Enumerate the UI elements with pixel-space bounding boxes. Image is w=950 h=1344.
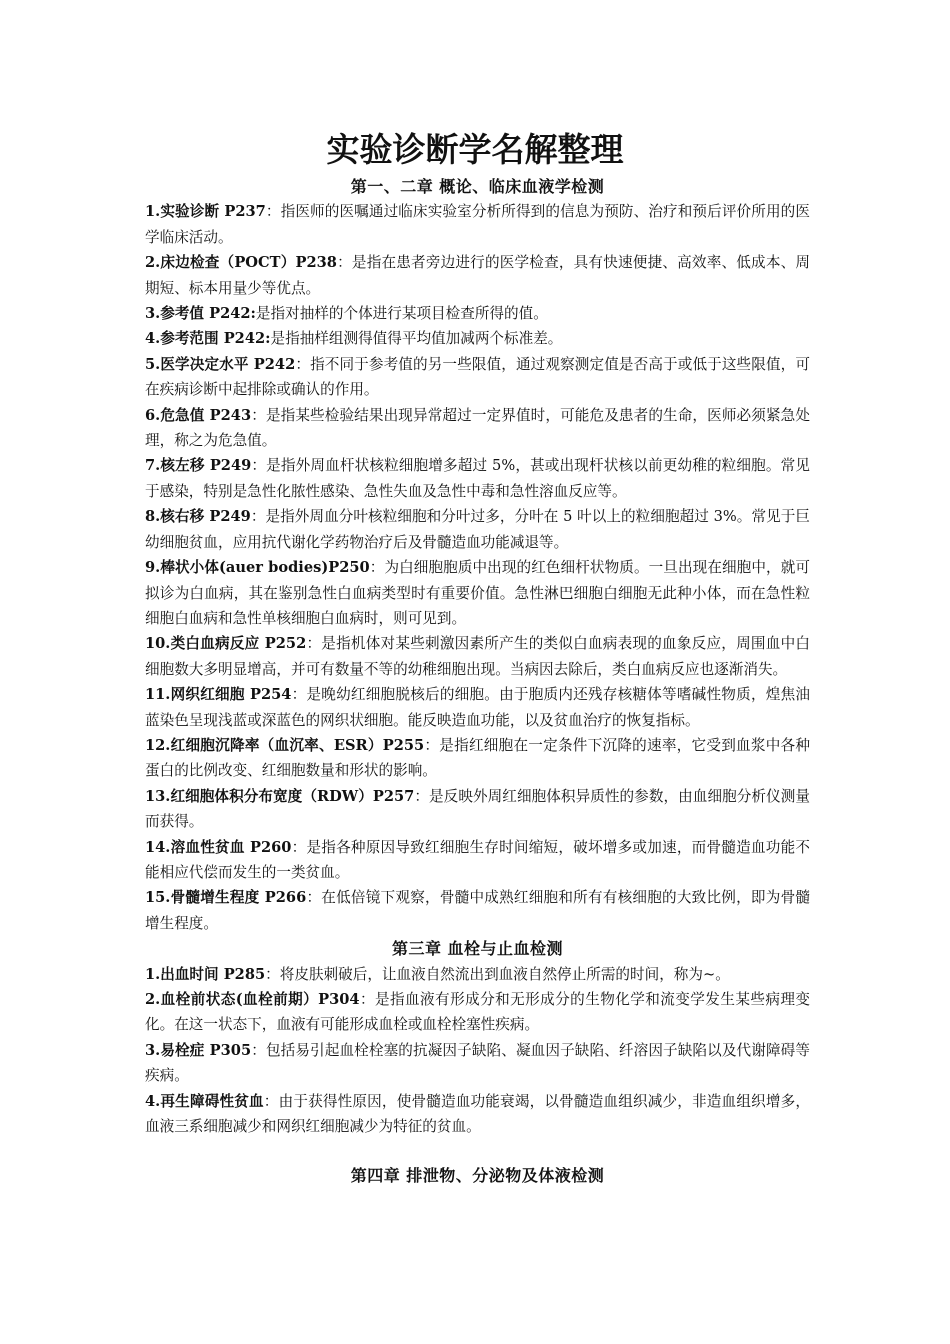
definition-entry (145, 987, 810, 1038)
entry-term: 15.骨髓增生程度 P266 (145, 889, 307, 907)
definition-entry (145, 885, 810, 936)
chapter-heading: 第四章 排泄物、分泌物及体液检测 (350, 1166, 605, 1186)
chapter-heading: 第三章 血栓与止血检测 (391, 939, 564, 959)
definition-entry (145, 1089, 810, 1140)
entry-term: 8.核右移 P249 (145, 508, 251, 526)
entry-term: 14.溶血性贫血 P260 (145, 838, 292, 856)
entry-term: 6.危急值 P243 (145, 406, 252, 424)
definition-entry (145, 403, 810, 454)
definition-entry (145, 326, 810, 351)
definition-entry (145, 784, 810, 835)
entry-definition: 是指各种原因导致红细胞生存时间缩短，破坏增多或加速，而骨髓造血功能不能相应代偿而发生的一类贫血。 (145, 838, 810, 881)
entry-term: 4.参考范围 P242: (145, 330, 271, 348)
entry-separator: ： (336, 254, 352, 272)
definition-entry (145, 555, 810, 631)
entry-separator: ： (265, 203, 281, 221)
entry-separator: ： (369, 559, 385, 577)
entry-definition: 是指外周血分叶核粒细胞和分叶过多，分叶在 5 叶以上的粒细胞超过 3%。常见于巨幼细胞贫血，应用抗代谢化学药物治疗后及骨髓造血功能减退等。 (145, 508, 810, 551)
entry-term: 5.医学决定水平 P242 (145, 355, 296, 373)
entry-separator: ： (251, 406, 266, 424)
entry-definition: 是指某些检验结果出现异常超过一定界值时，可能危及患者的生命，医师必须紧急处理，称之为危急值。 (145, 406, 810, 450)
entry-term: 10.类白血病反应 P252 (145, 635, 307, 653)
entry-separator: ： (424, 736, 440, 754)
entry-separator: ： (295, 355, 311, 373)
entry-definition: 是指机体对某些刺激因素所产生的类似白血病表现的血象反应，周围血中白细胞数大多明显增高，并可有数量不等的幼稚细胞出现。当病因去除后，类白血病反应也逐渐消失。 (145, 635, 810, 678)
entry-definition: 是指外周血杆状核粒细胞增多超过 5%，甚或出现杆状核以前更幼稚的粒细胞。常见于感染，特别是急性化脓性感染、急性失血及急性中毒和急性溶血反应等。 (145, 457, 810, 500)
entry-term: 7.核左移 P249 (145, 457, 252, 475)
entry-definition: 是指在患者旁边进行的医学检查，具有快速便捷、高效率、低成本、周期短、标本用量少等优点。 (145, 254, 810, 297)
entry-term: 4.再生障碍性贫血 (145, 1092, 264, 1110)
entry-definition: 由于获得性原因，使骨髓造血功能衰竭，以骨髓造血组织减少，非造血组织增多，血液三系细胞减少和网织红细胞减少为特征的贫血。 (145, 1092, 810, 1136)
entry-term: 13.红细胞体积分布宽度（RDW）P257 (145, 787, 415, 805)
entry-definition: 是指血液有形成分和无形成分的生物化学和流变学发生某些病理变化。在这一状态下，血液有可能形成血栓或血栓栓塞性疾病。 (145, 991, 810, 1034)
entry-term: 3.参考值 P242: (145, 305, 256, 323)
entry-definition: 是指对抽样的个体进行某项目检查所得的值。 (255, 305, 548, 323)
entry-definition: 指医师的医嘱通过临床实验室分析所得到的信息为预防、治疗和预后评价所用的医学临床活动。 (145, 203, 810, 246)
chapter-heading: 第一、二章 概论、临床血液学检测 (350, 177, 605, 196)
definition-entry (145, 962, 810, 987)
definition-entry (145, 453, 810, 504)
entry-definition: 包括易引起血栓栓塞的抗凝因子缺陷、凝血因子缺陷、纤溶因子缺陷以及代谢障碍等疾病。 (145, 1041, 810, 1085)
entry-separator: ： (251, 1041, 266, 1059)
entry-definition: 是晚幼红细胞脱核后的细胞。由于胞质内还残存核糖体等嗜碱性物质，煌焦油蓝染色呈现浅蓝或深蓝色的网织状细胞。能反映造血功能，以及贫血治疗的恢复指标。 (145, 686, 810, 729)
definition-entry (145, 835, 810, 886)
definition-entry (145, 682, 810, 733)
entry-separator: ： (414, 787, 430, 805)
entry-term: 9.棒状小体(auer bodies)P250 (145, 559, 370, 577)
document-title: 实验诊断学名解整理 (326, 130, 624, 169)
definition-entry (145, 1038, 810, 1089)
entry-separator: ： (306, 635, 322, 653)
entry-definition: 在低倍镜下观察，骨髓中成熟红细胞和所有有核细胞的大致比例，即为骨髓增生程度。 (145, 889, 810, 932)
entry-separator: ： (265, 965, 280, 983)
definition-entry (145, 352, 810, 403)
entry-definition: 是指抽样组测得值得平均值加减两个标准差。 (270, 330, 563, 348)
entry-term: 1.出血时间 P285 (145, 965, 266, 983)
entry-term: 2.血栓前状态(血栓前期）P304 (145, 991, 360, 1008)
entry-definition: 指不同于参考值的另一些限值，通过观察测定值是否高于或低于这些限值，可在疾病诊断中起排除或确认的作用。 (145, 355, 810, 399)
entry-definition: 将皮肤刺破后，让血液自然流出到血液自然停止所需的时间，称为~。 (279, 965, 730, 983)
entry-definition: 为白细胞胞质中出现的红色细杆状物质。一旦出现在细胞中，就可拟诊为白血病，其在鉴别急性白血病类型时有重要价值。急性淋巴细胞白细胞无此种小体，而在急性粒细胞白血病和急性单核细胞白血病时，则可见到。 (145, 559, 810, 627)
definition-entry (145, 631, 810, 682)
entry-definition: 是指红细胞在一定条件下沉降的速率，它受到血浆中各种蛋白的比例改变、红细胞数量和形状的影响。 (145, 736, 810, 780)
definition-entry (145, 199, 810, 250)
entry-separator: ： (291, 838, 307, 856)
entry-separator: ： (250, 508, 266, 526)
entry-term: 3.易栓症 P305 (145, 1041, 252, 1059)
definition-entry (145, 301, 810, 326)
entry-separator: ： (291, 686, 307, 704)
definition-entry (145, 504, 810, 555)
entry-term: 12.红细胞沉降率（血沉率、ESR）P255 (145, 736, 425, 754)
entry-term: 11.网织红细胞 P254 (145, 686, 292, 704)
entry-definition: 是反映外周红细胞体积异质性的参数，由血细胞分析仪测量而获得。 (145, 787, 810, 831)
definition-entry (145, 250, 810, 301)
definition-entry (145, 733, 810, 784)
entry-term: 2.床边检查（POCT）P238 (145, 254, 337, 272)
entry-separator: ： (251, 457, 267, 475)
entry-separator: ： (359, 991, 375, 1008)
entry-term: 1.实验诊断 P237 (145, 203, 266, 221)
entry-separator: ： (306, 889, 322, 907)
entry-separator: ： (263, 1092, 279, 1110)
document-body (145, 174, 810, 1189)
